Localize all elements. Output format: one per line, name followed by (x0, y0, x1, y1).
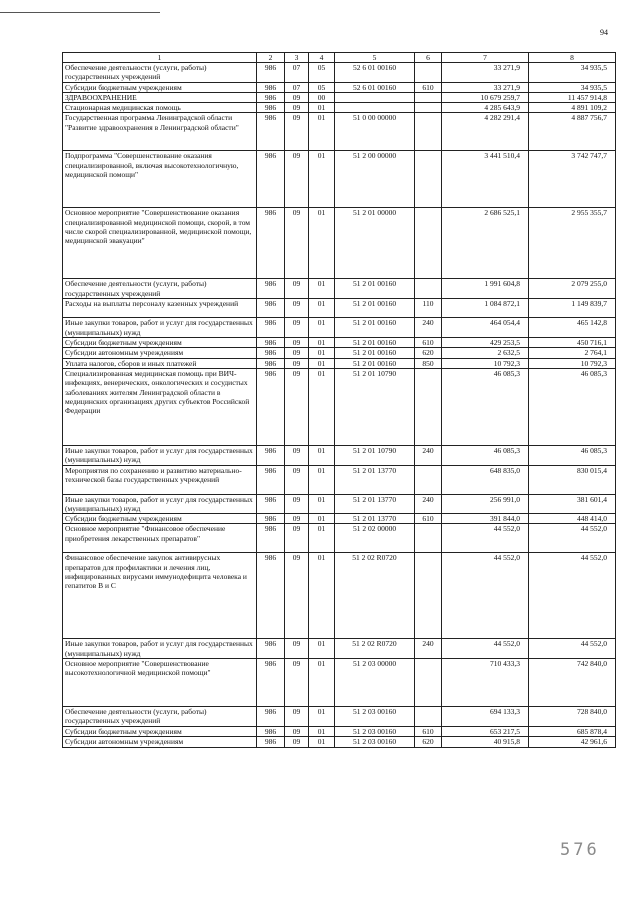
row-value-cell: 830 015,4 (529, 465, 616, 494)
row-name-cell: Иные закупки товаров, работ и услуг для государственных (муниципальных) нужд (63, 494, 257, 514)
row-value-cell: 51 2 03 00160 (335, 737, 415, 747)
header-row (63, 53, 616, 63)
table-row (63, 553, 616, 639)
row-value-cell: 01 (309, 524, 335, 553)
row-value-cell: 3 742 747,7 (529, 151, 616, 208)
table-row (63, 92, 616, 102)
row-value-cell: 51 2 01 00160 (335, 279, 415, 299)
header-cell: 1 (63, 53, 257, 63)
row-value-cell: 01 (309, 113, 335, 151)
row-value-cell: 4 282 291,4 (442, 113, 529, 151)
row-value-cell: 986 (257, 151, 285, 208)
row-name-cell: Расходы на выплаты персоналу казенных учреждений (63, 299, 257, 318)
row-name-cell: Основное мероприятие "Совершенствование оказания специализированной медицинской помощи, скорой, в том числе скорой специализированной, медицинской помощи, медицинской эвакуации" (63, 208, 257, 279)
row-name-cell: Основное мероприятие "Совершенствование высокотехнологичной медицинской помощи" (63, 659, 257, 707)
row-value-cell: 05 (309, 82, 335, 92)
row-value-cell (415, 103, 442, 113)
row-value-cell: 34 935,5 (529, 63, 616, 83)
row-value-cell: 09 (285, 151, 309, 208)
row-value-cell: 240 (415, 445, 442, 465)
row-value-cell: 09 (285, 348, 309, 358)
row-value-cell: 3 441 510,4 (442, 151, 529, 208)
row-value-cell: 465 142,8 (529, 318, 616, 338)
row-value-cell: 653 217,5 (442, 727, 529, 737)
row-value-cell: 09 (285, 727, 309, 737)
table-row (63, 63, 616, 83)
row-value-cell: 464 054,4 (442, 318, 529, 338)
row-name-cell: Иные закупки товаров, работ и услуг для государственных (муниципальных) нужд (63, 318, 257, 338)
row-value-cell: 09 (285, 299, 309, 318)
table-row (63, 514, 616, 524)
row-value-cell: 51 2 01 13770 (335, 514, 415, 524)
row-value-cell: 51 2 01 00160 (335, 338, 415, 348)
row-value-cell: 09 (285, 553, 309, 639)
row-value-cell: 986 (257, 63, 285, 83)
row-value-cell: 51 2 01 10790 (335, 368, 415, 445)
row-value-cell: 09 (285, 279, 309, 299)
row-value-cell: 40 915,8 (442, 737, 529, 747)
row-value-cell: 694 133,3 (442, 707, 529, 727)
row-value-cell: 51 2 03 00000 (335, 659, 415, 707)
table-row (63, 318, 616, 338)
row-value-cell: 09 (285, 659, 309, 707)
row-value-cell: 09 (285, 318, 309, 338)
table-row (63, 737, 616, 747)
page-stamp: 576 (560, 840, 600, 860)
row-value-cell: 01 (309, 358, 335, 368)
table-row (63, 151, 616, 208)
row-value-cell: 05 (309, 63, 335, 83)
table-row (63, 113, 616, 151)
row-name-cell: Обеспечение деятельности (услуги, работы) государственных учреждений (63, 63, 257, 83)
row-value-cell (415, 63, 442, 83)
row-value-cell: 610 (415, 727, 442, 737)
row-value-cell: 51 2 02 R0720 (335, 639, 415, 659)
row-value-cell: 44 552,0 (529, 639, 616, 659)
row-value-cell: 51 2 03 00160 (335, 727, 415, 737)
row-value-cell: 610 (415, 514, 442, 524)
row-value-cell: 51 2 01 00160 (335, 299, 415, 318)
row-name-cell: Уплата налогов, сборов и иных платежей (63, 358, 257, 368)
table-row (63, 338, 616, 348)
row-value-cell: 728 840,0 (529, 707, 616, 727)
row-value-cell: 1 149 839,7 (529, 299, 616, 318)
row-value-cell (415, 151, 442, 208)
row-value-cell: 07 (285, 82, 309, 92)
row-name-cell: Обеспечение деятельности (услуги, работы) государственных учреждений (63, 707, 257, 727)
row-value-cell: 4 285 643,9 (442, 103, 529, 113)
row-value-cell: 46 085,3 (529, 368, 616, 445)
row-value-cell: 742 840,0 (529, 659, 616, 707)
row-name-cell: Субсидии автономным учреждениям (63, 348, 257, 358)
row-name-cell: Мероприятия по сохранению и развитию материально-технической базы государственных учреждений (63, 465, 257, 494)
row-value-cell (415, 465, 442, 494)
header-cell: 8 (529, 53, 616, 63)
row-value-cell: 240 (415, 318, 442, 338)
row-value-cell: 01 (309, 727, 335, 737)
row-value-cell: 44 552,0 (442, 639, 529, 659)
row-value-cell: 01 (309, 348, 335, 358)
row-value-cell: 09 (285, 208, 309, 279)
row-value-cell: 42 961,6 (529, 737, 616, 747)
row-value-cell: 256 991,0 (442, 494, 529, 514)
row-value-cell: 2 686 525,1 (442, 208, 529, 279)
table-row (63, 279, 616, 299)
header-cell: 6 (415, 53, 442, 63)
row-value-cell (415, 707, 442, 727)
table-row (63, 639, 616, 659)
row-value-cell: 00 (309, 92, 335, 102)
row-value-cell: 09 (285, 113, 309, 151)
page-number: 94 (600, 28, 608, 37)
row-value-cell: 01 (309, 338, 335, 348)
row-name-cell: Иные закупки товаров, работ и услуг для государственных (муниципальных) нужд (63, 639, 257, 659)
row-name-cell: Основное мероприятие "Финансовое обеспечение приобретения лекарственных препаратов" (63, 524, 257, 553)
table-row (63, 524, 616, 553)
row-value-cell: 09 (285, 737, 309, 747)
row-name-cell: Обеспечение деятельности (услуги, работы) государственных учреждений (63, 279, 257, 299)
row-value-cell: 2 079 255,0 (529, 279, 616, 299)
row-value-cell: 01 (309, 299, 335, 318)
row-value-cell: 986 (257, 494, 285, 514)
row-value-cell: 01 (309, 445, 335, 465)
row-value-cell: 09 (285, 338, 309, 348)
row-name-cell: Субсидии бюджетным учреждениям (63, 514, 257, 524)
row-value-cell: 986 (257, 465, 285, 494)
header-cell: 4 (309, 53, 335, 63)
row-value-cell: 986 (257, 103, 285, 113)
row-value-cell: 01 (309, 151, 335, 208)
row-value-cell (415, 368, 442, 445)
row-value-cell: 33 271,9 (442, 63, 529, 83)
row-value-cell (335, 92, 415, 102)
row-value-cell: 51 2 01 00160 (335, 318, 415, 338)
row-value-cell: 710 433,3 (442, 659, 529, 707)
row-value-cell: 09 (285, 524, 309, 553)
row-value-cell: 51 2 01 10790 (335, 445, 415, 465)
row-value-cell: 2 632,5 (442, 348, 529, 358)
row-value-cell: 51 2 01 00160 (335, 358, 415, 368)
row-value-cell (415, 553, 442, 639)
row-value-cell: 1 084 872,1 (442, 299, 529, 318)
row-value-cell: 09 (285, 445, 309, 465)
row-value-cell: 01 (309, 737, 335, 747)
row-value-cell: 986 (257, 445, 285, 465)
row-value-cell: 07 (285, 63, 309, 83)
row-value-cell: 01 (309, 208, 335, 279)
row-value-cell: 448 414,0 (529, 514, 616, 524)
row-value-cell: 986 (257, 737, 285, 747)
row-value-cell: 986 (257, 208, 285, 279)
row-name-cell: Субсидии бюджетным учреждениям (63, 338, 257, 348)
row-value-cell: 09 (285, 514, 309, 524)
row-name-cell: Субсидии бюджетным учреждениям (63, 727, 257, 737)
row-value-cell: 33 271,9 (442, 82, 529, 92)
row-value-cell: 986 (257, 553, 285, 639)
row-name-cell: Специализированная медицинская помощь при ВИЧ-инфекциях, венерических, онкологических и сосудистых заболеваниях жителям Ленинградской области в медицинских организациях других субъектов Российской Федерации (63, 368, 257, 445)
row-value-cell: 01 (309, 318, 335, 338)
header-cell: 5 (335, 53, 415, 63)
row-name-cell: Стационарная медицинская помощь (63, 103, 257, 113)
row-value-cell: 850 (415, 358, 442, 368)
row-value-cell: 986 (257, 338, 285, 348)
row-value-cell: 46 085,3 (442, 445, 529, 465)
table-row (63, 727, 616, 737)
table-row (63, 82, 616, 92)
row-value-cell: 986 (257, 524, 285, 553)
table-row (63, 348, 616, 358)
row-value-cell: 46 085,3 (529, 445, 616, 465)
row-value-cell: 986 (257, 659, 285, 707)
row-value-cell: 09 (285, 494, 309, 514)
row-value-cell: 11 457 914,8 (529, 92, 616, 102)
row-value-cell: 01 (309, 639, 335, 659)
header-cell: 7 (442, 53, 529, 63)
table-row (63, 707, 616, 727)
row-name-cell: Иные закупки товаров, работ и услуг для государственных (муниципальных) нужд (63, 445, 257, 465)
table-row (63, 103, 616, 113)
row-value-cell: 01 (309, 707, 335, 727)
table-row (63, 368, 616, 445)
row-value-cell: 09 (285, 92, 309, 102)
row-value-cell: 01 (309, 659, 335, 707)
row-value-cell: 51 2 01 13770 (335, 494, 415, 514)
row-value-cell: 44 552,0 (442, 524, 529, 553)
row-value-cell: 52 6 01 00160 (335, 63, 415, 83)
row-value-cell (335, 103, 415, 113)
row-value-cell: 986 (257, 707, 285, 727)
table-row (63, 445, 616, 465)
row-value-cell: 110 (415, 299, 442, 318)
row-value-cell: 51 2 01 00000 (335, 208, 415, 279)
row-value-cell: 01 (309, 465, 335, 494)
row-value-cell: 01 (309, 494, 335, 514)
row-value-cell: 44 552,0 (529, 524, 616, 553)
row-value-cell: 01 (309, 103, 335, 113)
row-value-cell: 10 792,3 (529, 358, 616, 368)
row-value-cell: 52 6 01 00160 (335, 82, 415, 92)
row-value-cell (415, 524, 442, 553)
row-value-cell: 610 (415, 82, 442, 92)
row-value-cell (415, 208, 442, 279)
row-value-cell: 450 716,1 (529, 338, 616, 348)
table-row (63, 659, 616, 707)
row-value-cell: 46 085,3 (442, 368, 529, 445)
row-value-cell: 429 253,5 (442, 338, 529, 348)
row-value-cell: 44 552,0 (529, 553, 616, 639)
row-value-cell (415, 659, 442, 707)
row-value-cell: 986 (257, 358, 285, 368)
row-value-cell: 986 (257, 82, 285, 92)
row-value-cell: 620 (415, 737, 442, 747)
row-value-cell: 51 2 01 00160 (335, 348, 415, 358)
row-value-cell: 381 601,4 (529, 494, 616, 514)
row-value-cell: 01 (309, 514, 335, 524)
table-row (63, 465, 616, 494)
row-value-cell (415, 92, 442, 102)
row-value-cell: 51 2 02 R0720 (335, 553, 415, 639)
row-value-cell: 4 891 109,2 (529, 103, 616, 113)
header-cell: 3 (285, 53, 309, 63)
row-name-cell: Подпрограмма "Совершенствование оказания специализированной, включая высокотехнологичную, медицинской помощи" (63, 151, 257, 208)
row-name-cell: Субсидии автономным учреждениям (63, 737, 257, 747)
row-value-cell: 10 679 259,7 (442, 92, 529, 102)
row-value-cell: 51 2 03 00160 (335, 707, 415, 727)
row-value-cell: 51 2 00 00000 (335, 151, 415, 208)
header-cell: 2 (257, 53, 285, 63)
row-value-cell: 2 955 355,7 (529, 208, 616, 279)
row-value-cell (415, 279, 442, 299)
row-value-cell: 986 (257, 92, 285, 102)
row-value-cell: 240 (415, 639, 442, 659)
corner-rule (0, 12, 160, 13)
table-row (63, 299, 616, 318)
row-value-cell: 51 2 02 00000 (335, 524, 415, 553)
row-value-cell: 986 (257, 639, 285, 659)
row-value-cell: 986 (257, 514, 285, 524)
row-value-cell: 986 (257, 348, 285, 358)
table-row (63, 208, 616, 279)
row-value-cell: 986 (257, 279, 285, 299)
row-value-cell: 685 878,4 (529, 727, 616, 737)
row-value-cell: 51 0 00 00000 (335, 113, 415, 151)
row-value-cell: 2 764,1 (529, 348, 616, 358)
row-value-cell: 34 935,5 (529, 82, 616, 92)
row-value-cell: 4 887 756,7 (529, 113, 616, 151)
row-value-cell: 986 (257, 727, 285, 737)
row-value-cell: 01 (309, 279, 335, 299)
table-row (63, 358, 616, 368)
row-value-cell: 391 844,0 (442, 514, 529, 524)
row-value-cell: 986 (257, 318, 285, 338)
row-value-cell: 51 2 01 13770 (335, 465, 415, 494)
row-value-cell: 01 (309, 553, 335, 639)
row-value-cell: 610 (415, 338, 442, 348)
row-value-cell: 986 (257, 113, 285, 151)
row-value-cell: 09 (285, 103, 309, 113)
row-value-cell: 648 835,0 (442, 465, 529, 494)
row-value-cell: 620 (415, 348, 442, 358)
row-value-cell (415, 113, 442, 151)
row-value-cell: 09 (285, 639, 309, 659)
row-value-cell: 09 (285, 368, 309, 445)
row-value-cell: 01 (309, 368, 335, 445)
row-value-cell: 10 792,3 (442, 358, 529, 368)
row-value-cell: 986 (257, 299, 285, 318)
row-name-cell: Субсидии бюджетным учреждениям (63, 82, 257, 92)
row-value-cell: 44 552,0 (442, 553, 529, 639)
row-value-cell: 1 991 604,8 (442, 279, 529, 299)
row-value-cell: 986 (257, 368, 285, 445)
row-name-cell: Государственная программа Ленинградской области "Развитие здравоохранения в Ленинградской области" (63, 113, 257, 151)
row-value-cell: 240 (415, 494, 442, 514)
row-value-cell: 09 (285, 358, 309, 368)
table-row (63, 494, 616, 514)
row-value-cell: 09 (285, 465, 309, 494)
row-value-cell: 09 (285, 707, 309, 727)
budget-table (62, 52, 616, 748)
row-name-cell: Финансовое обеспечение закупок антивирусных препаратов для профилактики и лечения лиц, инфицированных вирусами иммунодефицита человека и гепатитов В и С (63, 553, 257, 639)
row-name-cell: ЗДРАВООХРАНЕНИЕ (63, 92, 257, 102)
